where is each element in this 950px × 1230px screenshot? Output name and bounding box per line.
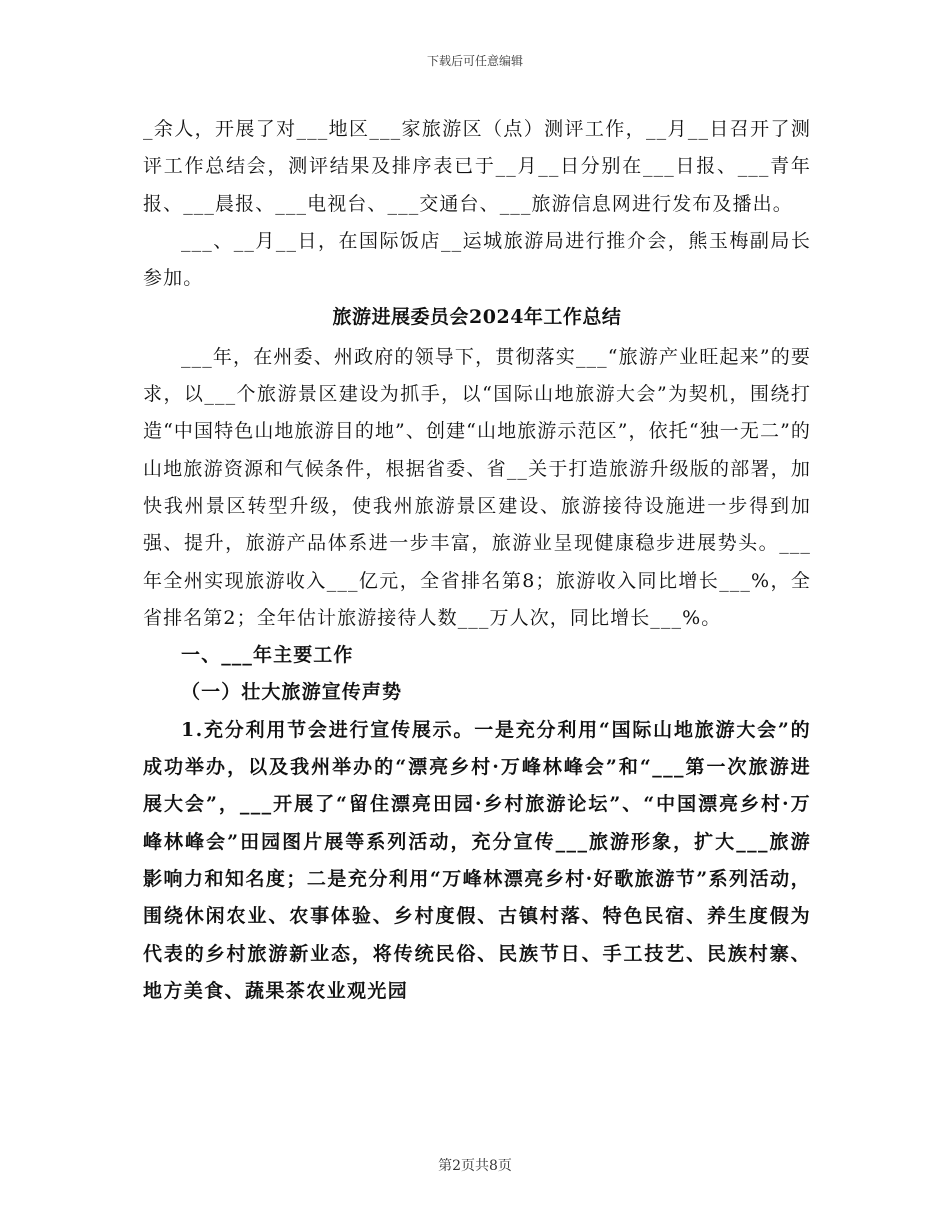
page-header-note: 下载后可任意编辑 <box>426 54 523 68</box>
subsection-heading-promotion: （一）壮大旅游宣传声势 <box>181 681 403 704</box>
section-heading-main-work: 一、___年主要工作 <box>181 644 354 667</box>
paragraph-promotion-meeting: ___、__月__日，在国际饭店__运城旅游局进行推介会，熊玉梅副局长参加。 <box>143 229 811 290</box>
paragraph-summary-intro: ___年，在州委、州政府的领导下，贯彻落实___“旅游产业旺起来”的要求，以___个旅游景区建设为抓手，以“国际山地旅游大会”为契机，围绕打造“中国特色山地旅游目的地”、创建“山地旅游示范区”，依托“独一无二”的山地旅游资源和气候条件，根据省委、省__关于打造旅游升级版的部署，加快我州景区转型升级，使我州旅游景区建设、旅游接待设施进一步得到加强、提升，旅游产品体系进一步丰富，旅游业呈现健康稳步进展势头。___年全州实现旅游收入___亿元，全省排名第8；旅游收入同比增长___%，全省排名第2；全年估计旅游接待人数___万人次，同比增长___%。 <box>143 345 811 629</box>
paragraph-festival-promotion: 1.充分利用节会进行宣传展示。一是充分利用“国际山地旅游大会”的成功举办，以及我州举办的“漂亮乡村·万峰林峰会”和“___第一次旅游进展大会”，___开展了“留住漂亮田园·乡村旅游论坛”、“中国漂亮乡村·万峰林峰会”田园图片展等系列活动，充分宣传___旅游形象，扩大___旅游影响力和知名度；二是充分利用“万峰林漂亮乡村·好歌旅游节”系列活动，围绕休闲农业、农事体验、乡村度假、古镇村落、特色民宿、养生度假为代表的乡村旅游新业态，将传统民俗、民族节日、手工技艺、民族村寨、地方美食、蔬果茶农业观光园 <box>143 718 811 1002</box>
paragraph-evaluation-work: _余人，开展了对___地区___家旅游区（点）测评工作，__月__日召开了测评工作总结会，测评结果及排序表已于__月__日分别在___日报、___青年报、___晨报、___电视台、___交通台、___旅游信息网进行发布及播出。 <box>143 118 811 215</box>
document-title: 旅游进展委员会2024年工作总结 <box>332 306 622 329</box>
page-footer-number: 第2页共8页 <box>438 1158 512 1174</box>
document-body <box>143 111 811 1010</box>
